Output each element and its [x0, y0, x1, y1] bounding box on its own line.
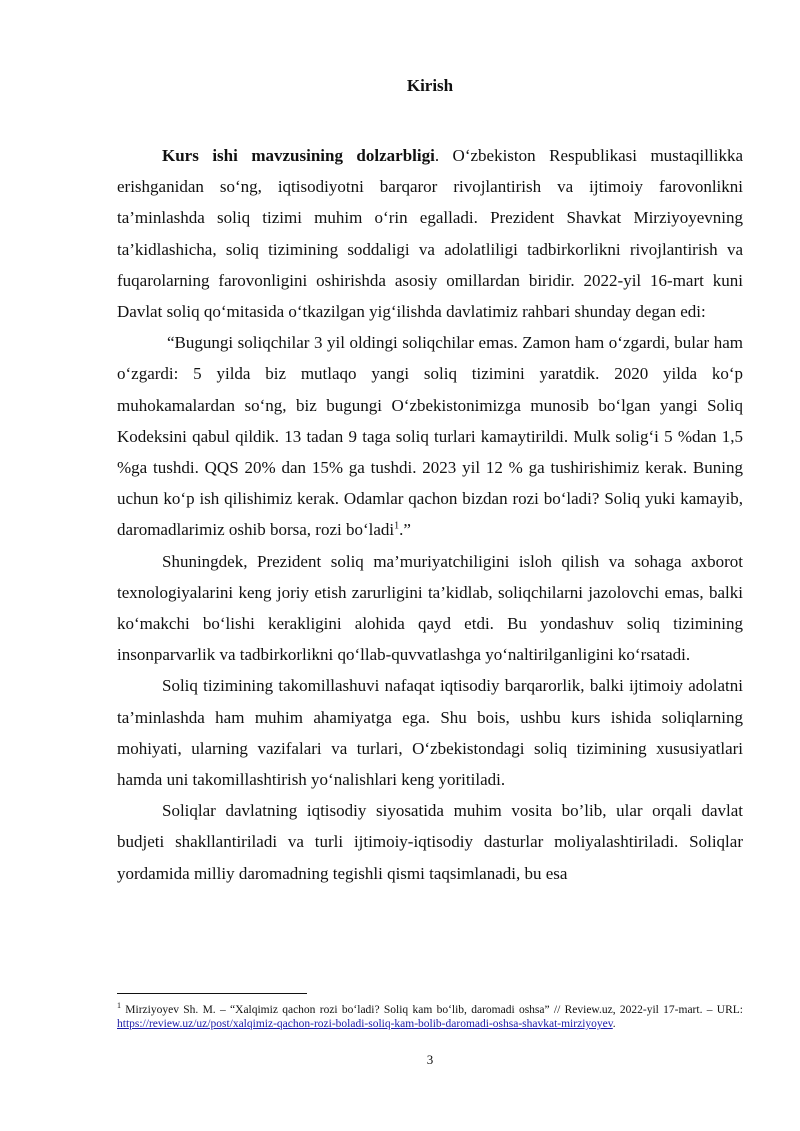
paragraph-improvement: Soliq tizimining takomillashuvi nafaqat iqtisodiy barqarorlik, balki ijtimoiy adolatni ta’minlashda ham muhim ahamiyatga ega. Shu bois, ushbu kurs ishida soliqlarning mohiyati, ularning vazifalari va turlari, O‘zbekistondagi soliq tizimining xususiyatlari hamda uni takomillashtirish yo‘nalishlari keng yoritiladi. [117, 676, 743, 790]
footnote-separator [117, 993, 307, 994]
footnote-link[interactable]: https://review.uz/uz/post/xalqimiz-qachon-rozi-boladi-soliq-kam-bolib-daromadi-oshsa-shavkat-mirziyoyev [117, 1018, 613, 1030]
footnote-marker: 1 [117, 1001, 121, 1011]
section-title: Kirish [406, 76, 454, 95]
quote-text: “Bugungi soliqchilar 3 yil oldingi soliqchilar emas. Zamon ham o‘zgardi, bular ham o‘zgardi: 5 yilda biz mutlaqo yangi soliq tizimini yaratdik. 2020 yilda ko‘p muhokamalardan so‘ng, biz bugungi O‘zbekistonimizga munosib bo‘lgan yangi Soliq Kodeksini qabul qildik. 13 tadan 9 taga soliq turlari kamaytirildi. Mulk solig‘i 5 %dan 1,5 %ga tushdi. QQS 20% dan 15% ga tushdi. 2023 yil 12 % ga tushirishimiz kerak. Buning uchun ko‘p ish qilishimiz kerak. Odamlar qachon bizdan rozi bo‘ladi? Soliq yuki kamayib, daromadlarimiz oshib borsa, rozi bo‘ladi [117, 333, 743, 540]
body-text [117, 140, 743, 889]
paragraph-quote [117, 327, 743, 545]
paragraph-relevance [117, 140, 743, 327]
paragraph-taxes-role: Soliqlar davlatning iqtisodiy siyosatida muhim vosita bo’lib, ular orqali davlat budjeti shakllantiriladi va turli ijtimoiy-iqtisodiy dasturlar moliyalashtiriladi. Soliqlar yordamida milliy daromadning tegishli qismi taqsimlanadi, bu esa [117, 801, 743, 883]
footnote-text: Mirziyoyev Sh. M. – “Xalqimiz qachon rozi bo‘ladi? Soliq kam bo‘lib, daromadi oshsa” // Review.uz, 2022-yil 17-mart. – URL: [121, 1004, 743, 1016]
footnote [117, 1003, 743, 1031]
footnote-reference[interactable]: 1 [394, 520, 400, 532]
quote-end: .” [399, 520, 411, 540]
paragraph-text: . O‘zbekiston Respublikasi mustaqillikka erishganidan so‘ng, iqtisodiyotni barqaror rivojlantirish va ijtimoiy farovonlikni ta’minlashda soliq tizimi muhim o‘rin egalladi. Prezident Shavkat Mirziyoyevning ta’kidlashicha, soliq tizimining soddaligi va adolatliligi tadbirkorlikni rivojlantirish va fuqarolarning farovonligini oshirishda asosiy omillardan biridir. 2022-yil 16-mart kuni Davlat soliq qo‘mitasida o‘tkazilgan yig‘ilishda davlatimiz rahbari shunday degan edi: [117, 146, 743, 322]
paragraph-lead: Kurs ishi mavzusining dolzarbligi [162, 146, 435, 165]
paragraph-administration: Shuningdek, Prezident soliq ma’muriyatchiligini isloh qilish va sohaga axborot texnologiyalarini keng joriy etish zarurligini ta’kidlab, soliqchilarni jazolovchi emas, balki ko‘makchi bo‘lishi kerakligini alohida qayd etdi. Bu yondashuv soliq tizimining insonparvarlik va tadbirkorlikni qo‘llab-quvvatlashga yo‘naltirilganligini ko‘rsatadi. [117, 551, 743, 665]
page-number: 3 [426, 1052, 434, 1067]
footnote-end: . [612, 1018, 616, 1030]
